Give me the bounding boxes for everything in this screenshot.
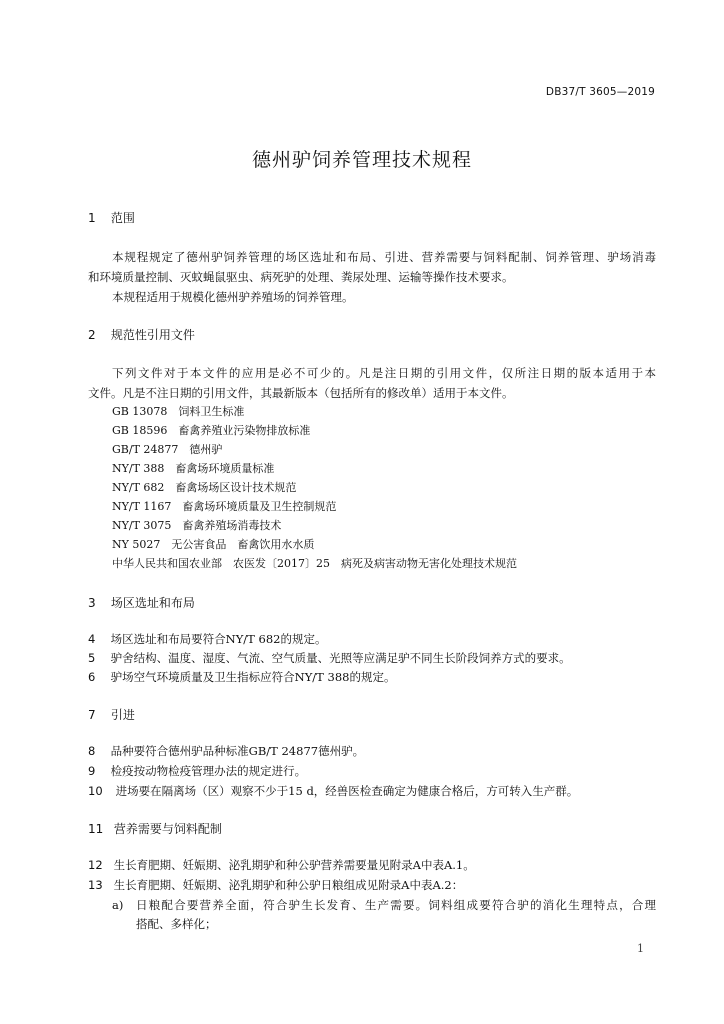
clause-number: 10 bbox=[88, 784, 103, 798]
reference-item: NY/T 3075 畜禽养殖场消毒技术 bbox=[112, 519, 282, 532]
clause-number: 6 bbox=[88, 670, 96, 684]
reference-item: NY/T 388 畜禽场环境质量标准 bbox=[112, 462, 275, 475]
section-title: 场区选址和布局 bbox=[110, 596, 195, 610]
clause-9 bbox=[88, 764, 306, 778]
sub-item-label: a) bbox=[112, 898, 124, 912]
clause-text: 驴舍结构、温度、湿度、气流、空气质量、光照等应满足驴不同生长阶段饲养方式的要求。 bbox=[110, 651, 571, 665]
clause-5 bbox=[88, 651, 571, 665]
section-title: 范围 bbox=[110, 211, 135, 225]
clause-6 bbox=[88, 670, 395, 684]
scope-paragraph-2: 本规程适用于规模化德州驴养殖场的饲养管理。 bbox=[112, 290, 354, 304]
section-title: 营养需要与饲料配制 bbox=[113, 822, 222, 836]
clause-text: 场区选址和布局要符合NY/T 682的规定。 bbox=[110, 632, 327, 646]
sub-item-line-2: 搭配、多样化； bbox=[136, 917, 217, 931]
section-heading-normative-references bbox=[88, 328, 195, 342]
section-heading-introduction bbox=[88, 708, 135, 722]
reference-item: GB/T 24877 德州驴 bbox=[112, 443, 223, 456]
clause-number: 13 bbox=[88, 878, 103, 892]
clause-number: 8 bbox=[88, 744, 96, 758]
scope-paragraph-line-1: 本规程规定了德州驴饲养管理的场区选址和布局、引进、营养需要与饲料配制、饲养管理、驴场消毒 bbox=[112, 250, 656, 264]
page-number: 1 bbox=[637, 942, 644, 955]
references-intro-line-1: 下列文件对于本文件的应用是必不可少的。凡是注日期的引用文件，仅所注日期的版本适用于本 bbox=[112, 366, 656, 380]
section-title: 规范性引用文件 bbox=[110, 328, 195, 342]
clause-text: 品种要符合德州驴品种标准GB/T 24877德州驴。 bbox=[110, 744, 365, 758]
clause-text: 进场要在隔离场（区）观察不少于15 d，经兽医检查确定为健康合格后，方可转入生产群。 bbox=[115, 784, 579, 798]
reference-item: GB 13078 饲料卫生标准 bbox=[112, 405, 245, 418]
clause-number: 4 bbox=[88, 632, 96, 646]
section-number: 1 bbox=[88, 211, 96, 225]
clause-number: 12 bbox=[88, 858, 103, 872]
section-number: 2 bbox=[88, 328, 96, 342]
clause-text: 检疫按动物检疫管理办法的规定进行。 bbox=[110, 764, 307, 778]
section-heading-site-layout bbox=[88, 596, 195, 610]
document-title: 德州驴饲养管理技术规程 bbox=[251, 149, 472, 171]
section-number: 11 bbox=[88, 822, 104, 836]
sub-item-line-1: 日粮配合要营养全面，符合驴生长发育、生产需要。饲料组成要符合驴的消化生理特点，合理 bbox=[136, 898, 656, 912]
reference-item: GB 18596 畜禽养殖业污染物排放标准 bbox=[112, 424, 311, 437]
section-heading-scope bbox=[88, 211, 135, 225]
section-title: 引进 bbox=[110, 708, 135, 722]
section-number: 3 bbox=[88, 596, 96, 610]
reference-item: NY/T 682 畜禽场场区设计技术规范 bbox=[112, 481, 297, 494]
reference-item: NY 5027 无公害食品 畜禽饮用水水质 bbox=[112, 538, 315, 551]
clause-text: 驴场空气环境质量及卫生指标应符合NY/T 388的规定。 bbox=[110, 670, 396, 684]
reference-item: 中华人民共和国农业部 农医发〔2017〕25 病死及病害动物无害化处理技术规范 bbox=[112, 557, 517, 570]
section-heading-nutrition bbox=[88, 822, 222, 836]
references-intro-line-2: 文件。凡是不注日期的引用文件，其最新版本（包括所有的修改单）适用于本文件。 bbox=[88, 386, 514, 400]
clause-number: 9 bbox=[88, 764, 96, 778]
clause-text: 生长育肥期、妊娠期、泌乳期驴和种公驴日粮组成见附录A中表A.2： bbox=[113, 878, 464, 892]
section-number: 7 bbox=[88, 708, 96, 722]
clause-4 bbox=[88, 632, 326, 646]
clause-8 bbox=[88, 744, 364, 758]
clause-10 bbox=[88, 784, 578, 798]
document-header-code: DB37/T 3605—2019 bbox=[545, 86, 655, 98]
scope-paragraph-line-2: 和环境质量控制、灭蚊蝇鼠驱虫、病死驴的处理、粪尿处理、运输等操作技术要求。 bbox=[88, 270, 514, 284]
clause-12 bbox=[88, 858, 475, 872]
reference-item: NY/T 1167 畜禽场环境质量及卫生控制规范 bbox=[112, 500, 337, 513]
clause-number: 5 bbox=[88, 651, 96, 665]
clause-text: 生长育肥期、妊娠期、泌乳期驴和种公驴营养需要量见附录A中表A.1。 bbox=[113, 858, 475, 872]
clause-13 bbox=[88, 878, 463, 892]
